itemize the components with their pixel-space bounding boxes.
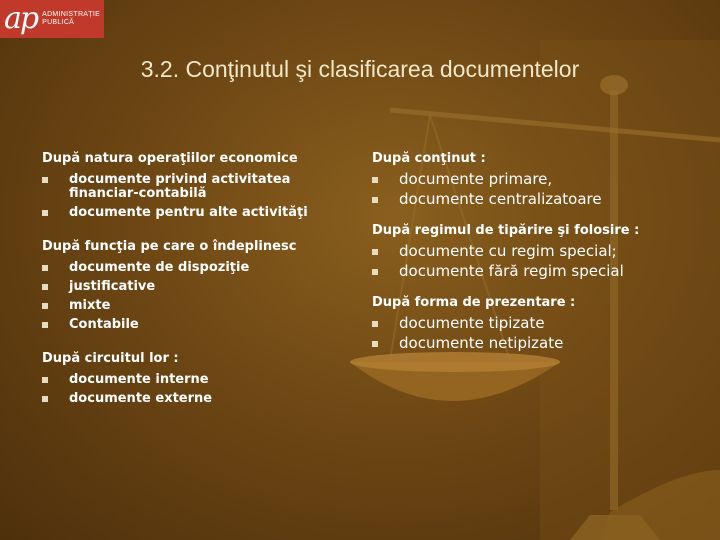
list-item [372,263,712,280]
list-item-text: documente externe [69,391,213,406]
list-item [372,191,712,208]
classification-group [372,222,712,280]
logo [0,0,104,38]
list-item-text: documente pentru alte activităţi [69,205,308,220]
square-bullet-icon [42,177,48,183]
square-bullet-icon [372,177,378,183]
classification-group [372,150,712,208]
list-item-text: documente centralizatoare [399,190,602,208]
group-heading: După regimul de tipărire şi folosire : [372,223,640,238]
group-heading: După conţinut : [372,151,486,166]
square-bullet-icon [372,321,378,327]
list-item [42,261,342,275]
list-item [372,171,712,188]
logo-text-line2: PUBLICĂ [42,19,75,26]
square-bullet-icon [42,396,48,402]
logo-text-line1: ADMINISTRAȚIE [42,11,101,18]
group-heading: După funcţia pe care o îndeplinesc [42,239,297,254]
square-bullet-icon [42,322,48,328]
list-item [42,373,342,387]
classification-group [372,294,712,352]
list-item [42,280,342,294]
list-item-text: documente interne [69,372,209,387]
group-heading: După circuitul lor : [42,351,179,366]
list-item [372,335,712,352]
list-item [372,315,712,332]
left-column [42,150,342,424]
logo-text [37,11,100,27]
list-item-text: documente privind activitatea financiar-contabilă [69,172,291,201]
slide-title: 3.2. Conţinutul şi clasificarea documentelor [140,56,580,82]
list-item-text: documente tipizate [399,314,545,332]
right-column [372,150,712,366]
list-item-text: mixte [69,298,111,313]
square-bullet-icon [42,377,48,383]
square-bullet-icon [372,269,378,275]
list-item-text: justificative [69,279,156,294]
group-heading: După forma de prezentare : [372,295,576,310]
list-item [42,299,342,313]
list-item-text: documente de dispoziţie [69,260,250,275]
list-item-text: documente cu regim special; [399,242,617,260]
group-heading: După natura operaţiilor economice [42,151,298,166]
classification-group [42,238,342,332]
square-bullet-icon [42,303,48,309]
square-bullet-icon [372,249,378,255]
list-item-text: documente netipizate [399,334,564,352]
classification-group [42,150,342,220]
list-item-text: documente fără regim special [399,262,624,280]
classification-group [42,350,342,406]
list-item [42,206,342,220]
logo-mark: ap [4,1,38,36]
list-item [42,173,342,201]
square-bullet-icon [372,341,378,347]
list-item [372,243,712,260]
list-item [42,392,342,406]
list-item-text: documente primare, [399,170,553,188]
square-bullet-icon [42,265,48,271]
list-item-text: Contabile [69,317,139,332]
square-bullet-icon [42,210,48,216]
square-bullet-icon [42,284,48,290]
list-item [42,318,342,332]
square-bullet-icon [372,197,378,203]
